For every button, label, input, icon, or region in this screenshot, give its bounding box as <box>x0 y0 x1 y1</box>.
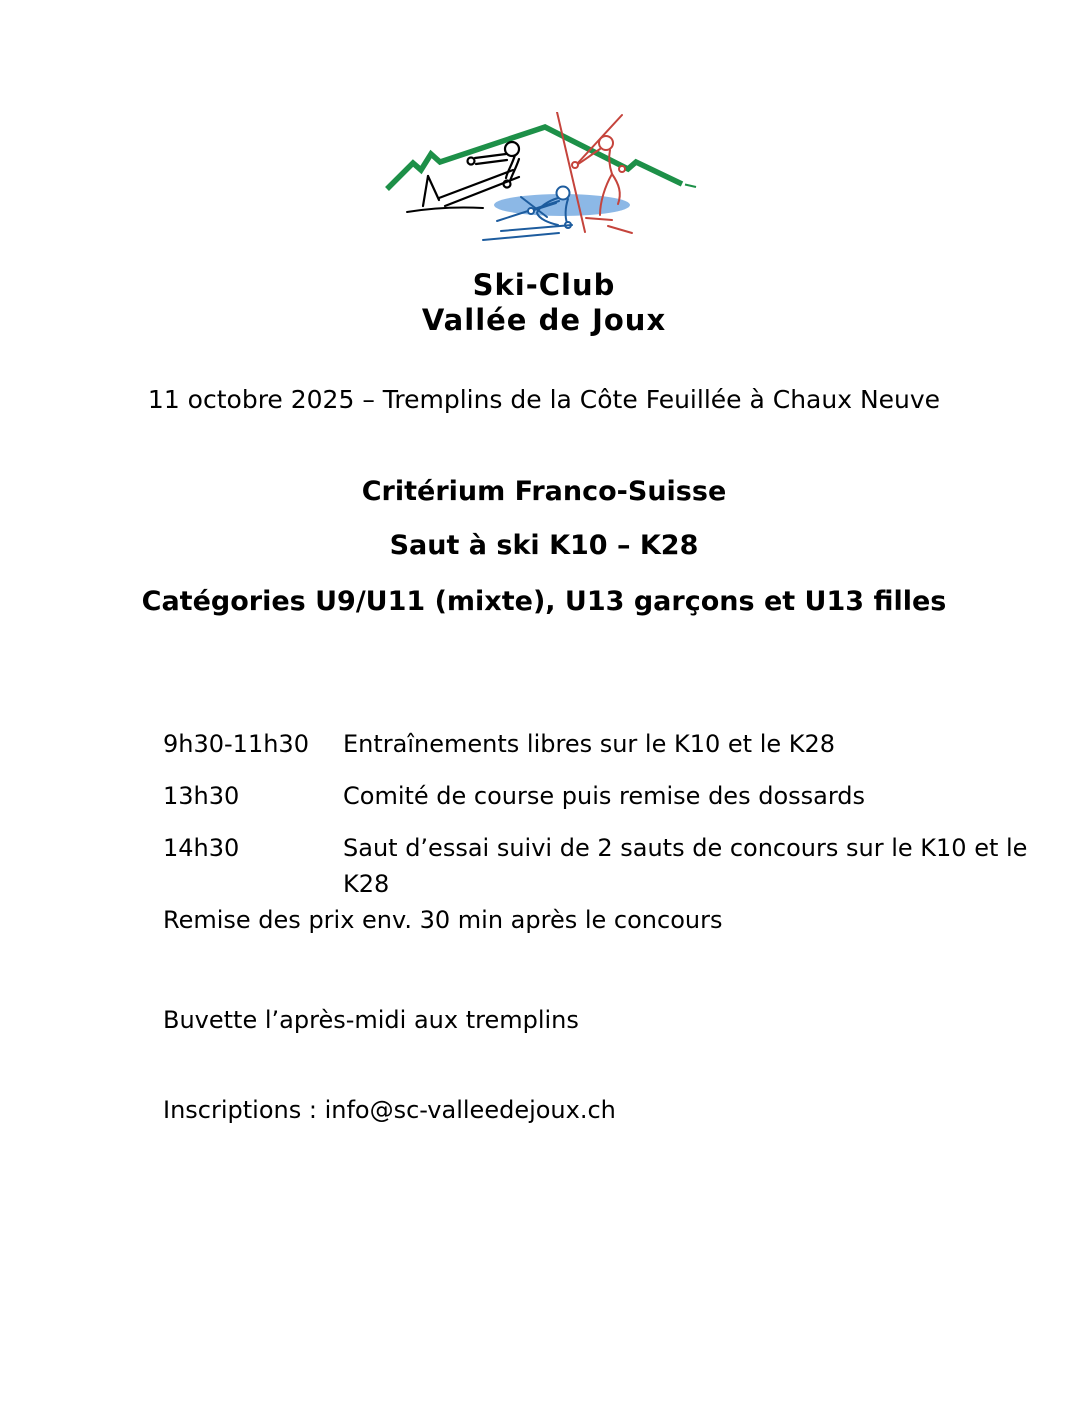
schedule-activity: Comité de course puis remise des dossards <box>343 782 866 810</box>
refreshments-note: Buvette l’après-midi aux tremplins <box>163 1006 579 1034</box>
schedule-time: 13h30 <box>163 782 240 810</box>
event-title: Critérium Franco-Suisse <box>361 476 727 507</box>
club-name-line2: Vallée de Joux <box>421 303 667 337</box>
club-name <box>0 268 1088 338</box>
schedule-row <box>163 726 1088 762</box>
schedule-activity: Entraînements libres sur le K10 et le K28 <box>343 730 836 758</box>
club-name-line1: Ski-Club <box>472 268 616 302</box>
event-date-location: 11 octobre 2025 – Tremplins de la Côte Feuillée à Chaux Neuve <box>147 385 941 414</box>
ski-club-logo <box>379 112 709 262</box>
logo-block <box>0 112 1088 338</box>
schedule-row <box>163 830 1088 902</box>
event-categories: Catégories U9/U11 (mixte), U13 garçons et U13 filles <box>141 586 947 617</box>
registration-note: Inscriptions : info@sc-valleedejoux.ch <box>163 1096 616 1124</box>
schedule <box>163 726 1088 902</box>
prizes-note: Remise des prix env. 30 min après le concours <box>163 906 723 934</box>
event-subtitle: Saut à ski K10 – K28 <box>389 530 699 561</box>
event-headings <box>0 476 1088 618</box>
snow-line-icon <box>407 208 483 213</box>
schedule-time: 14h30 <box>163 834 240 862</box>
mountain-ridge-icon <box>387 127 696 189</box>
schedule-time: 9h30-11h30 <box>163 730 309 758</box>
schedule-activity: Saut d’essai suivi de 2 sauts de concours sur le K10 et le K28 <box>343 834 1028 898</box>
schedule-row <box>163 778 1088 814</box>
